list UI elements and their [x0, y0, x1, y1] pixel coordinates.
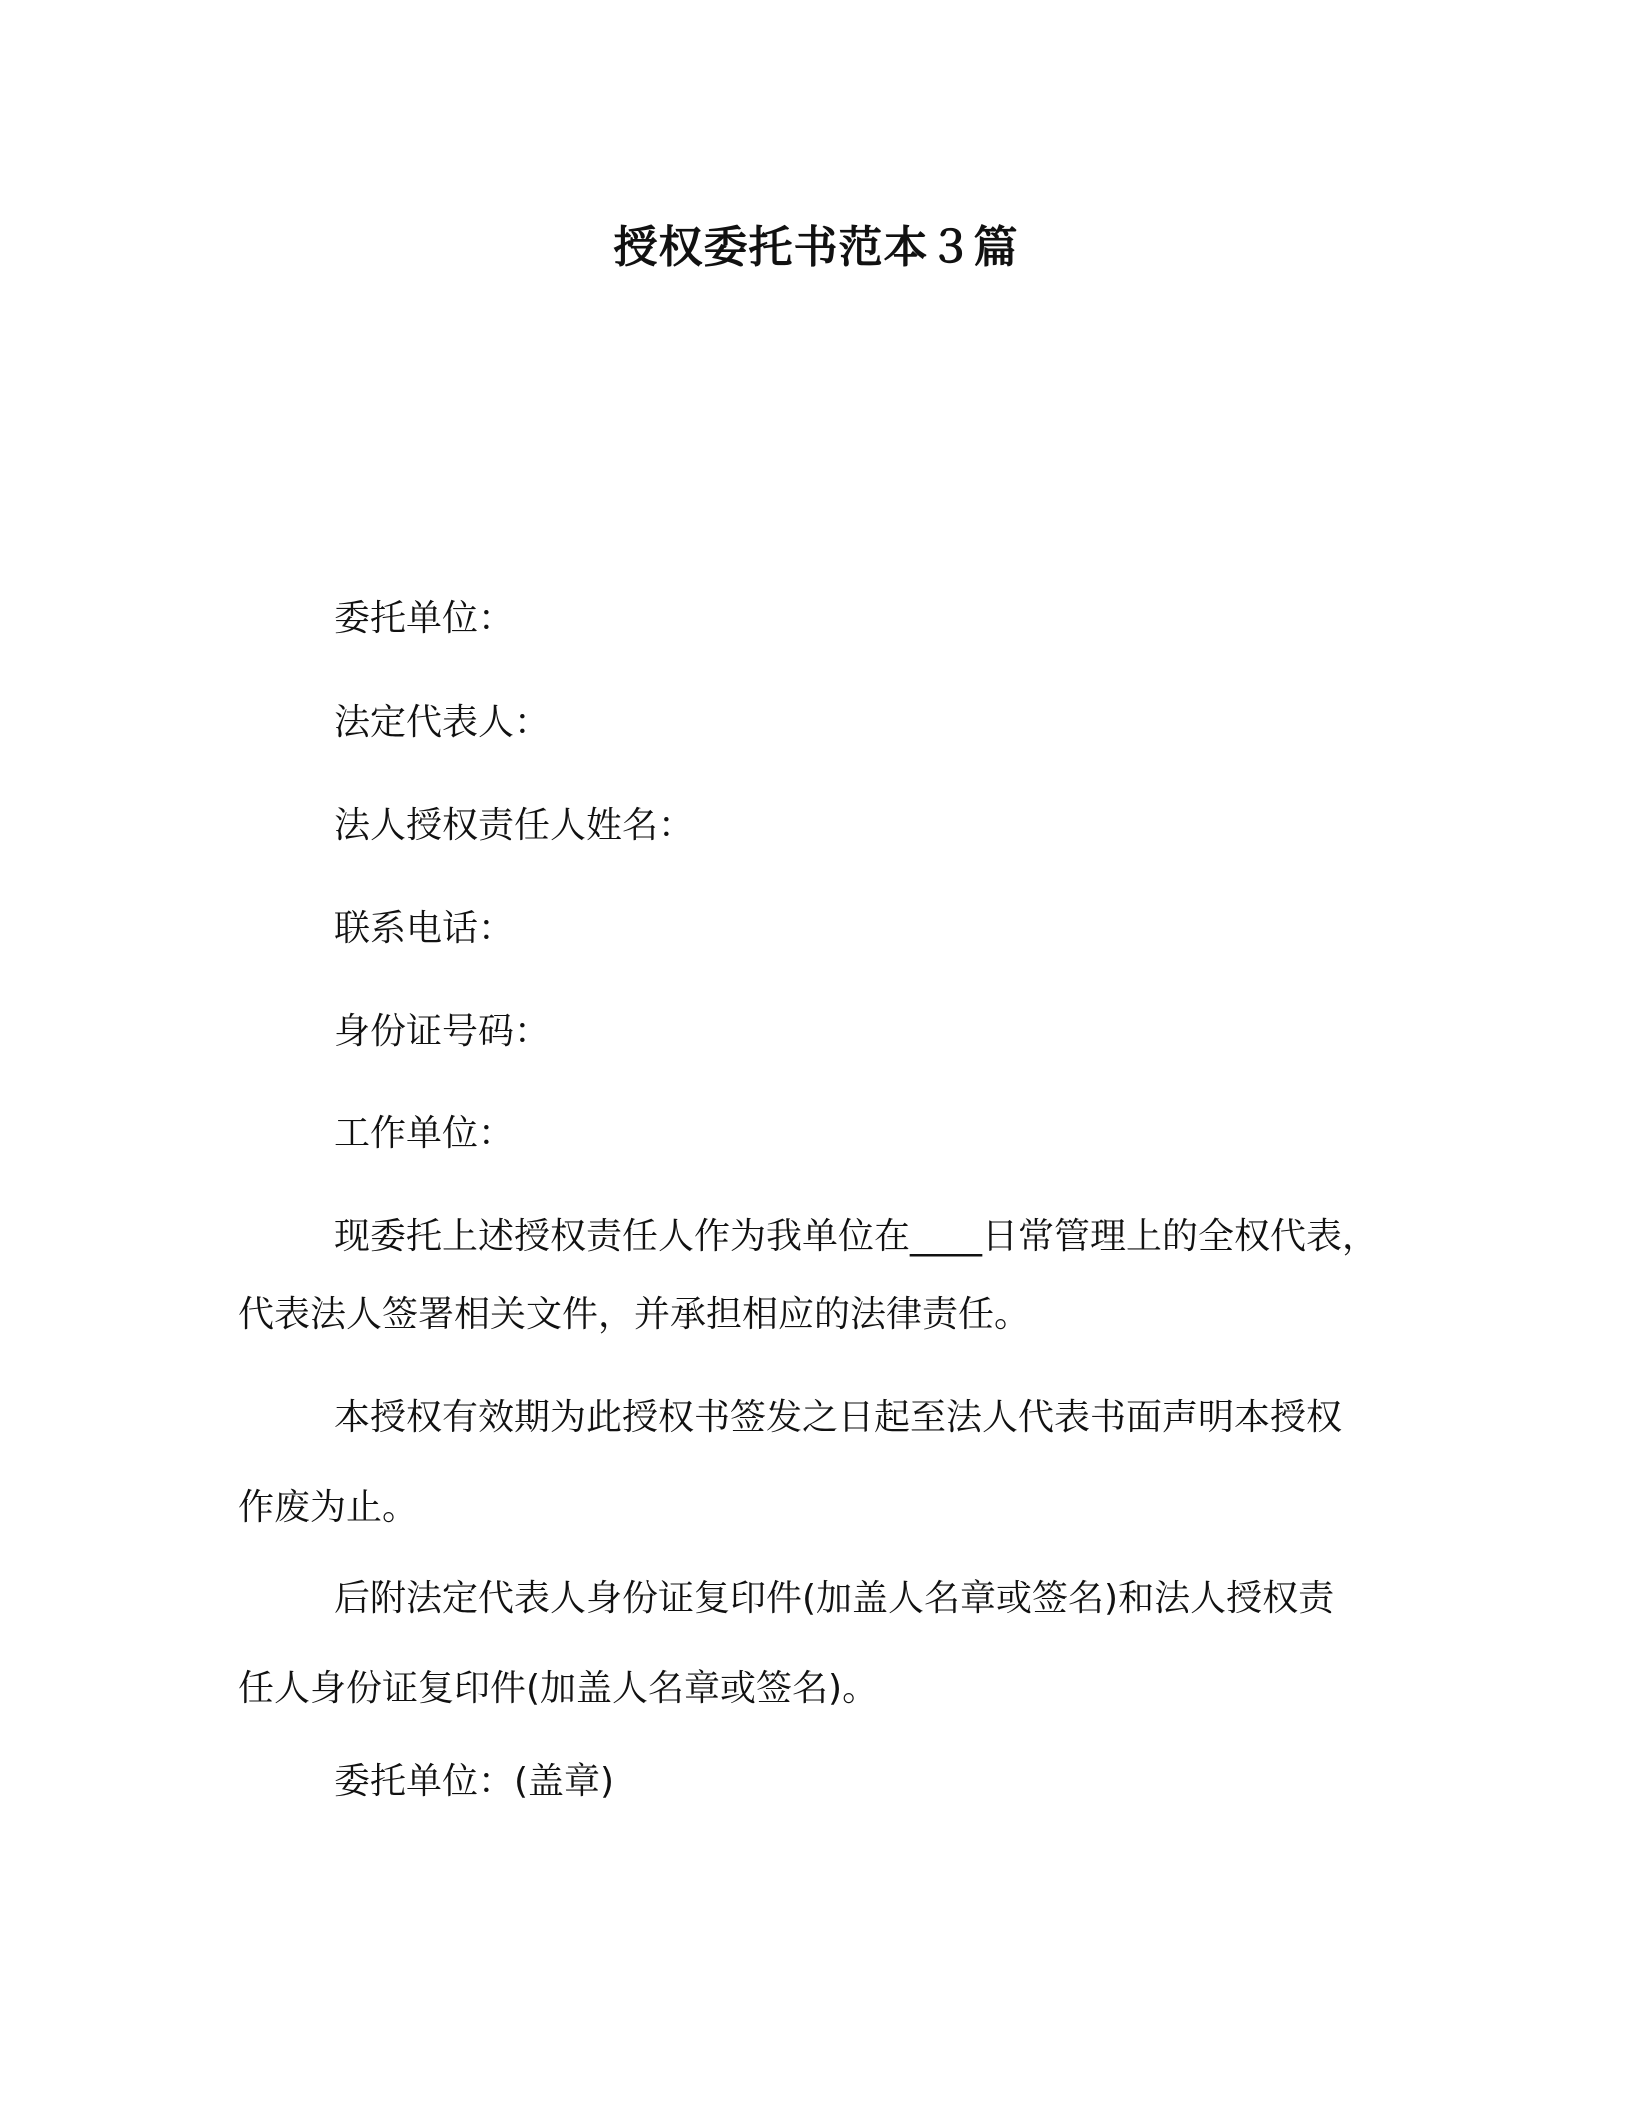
paragraph-line: 任人身份证复印件(加盖人名章或签名)。 [238, 1668, 879, 1709]
document-title: 授权委托书范本３篇 [613, 222, 1019, 273]
field-id-number: 身份证号码： [334, 1011, 551, 1052]
paragraph-attachments [238, 1573, 1408, 1715]
field-work-unit: 工作单位： [334, 1113, 515, 1154]
seal-line: 委托单位：(盖章) [334, 1761, 615, 1802]
paragraph-line: 后附法定代表人身份证复印件(加盖人名章或签名)和法人授权责 [334, 1578, 1335, 1619]
field-legal-representative: 法定代表人： [334, 702, 551, 743]
field-entrusting-unit: 委托单位： [334, 598, 515, 639]
paragraph-line: 本授权有效期为此授权书签发之日起至法人代表书面声明本授权 [334, 1397, 1343, 1438]
field-phone: 联系电话： [334, 908, 515, 949]
paragraph-line: 作废为止。 [238, 1487, 419, 1528]
field-authorized-person-name: 法人授权责任人姓名： [334, 805, 695, 846]
paragraph-line: 代表法人签署相关文件，并承担相应的法律责任。 [238, 1294, 1031, 1335]
paragraph-validity-period [238, 1392, 1408, 1534]
paragraph-line: 现委托上述授权责任人作为我单位在____日常管理上的全权代表， [334, 1216, 1379, 1257]
paragraph-authorization-scope [238, 1211, 1408, 1341]
